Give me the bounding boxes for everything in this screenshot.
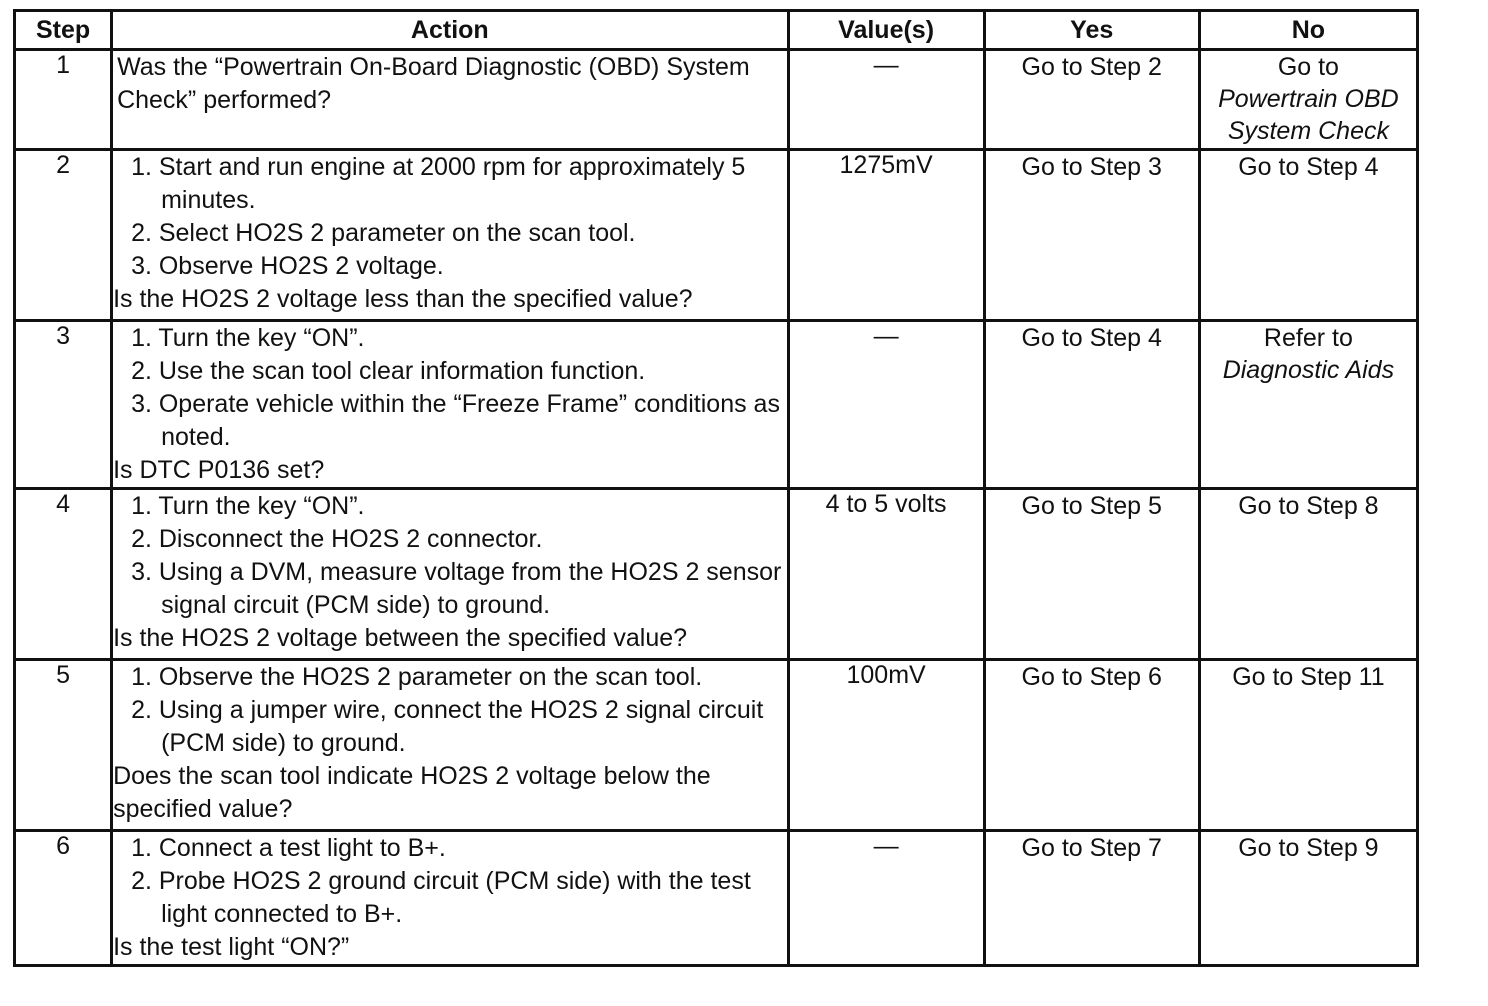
table-row [15,321,1418,489]
table-header-row [15,11,1418,50]
table-row [15,660,1418,831]
action-step: 1. Turn the key “ON”. [131,492,365,520]
step-number: 2 [15,150,112,321]
action-question: Does the scan tool indicate HO2S 2 voltage below the specified value? [113,762,711,823]
no-text: Go to [1277,53,1339,81]
action-step: 1. Turn the key “ON”. [131,324,365,352]
yes-cell: Go to Step 3 [984,150,1199,321]
action-step: 2. Probe HO2S 2 ground circuit (PCM side) with the test light connected to B+. [131,867,751,928]
table-row [15,150,1418,321]
action-steps [113,661,786,760]
action-question: Is DTC P0136 set? [113,456,325,484]
value-cell: 100mV [788,660,984,831]
step-number: 4 [15,489,112,660]
no-cell [1199,50,1417,150]
value-cell: 1275mV [788,150,984,321]
action-cell [112,660,788,831]
step-number: 5 [15,660,112,831]
no-cell: Go to Step 11 [1199,660,1417,831]
action-steps [113,490,786,622]
action-cell [112,831,788,966]
yes-cell: Go to Step 4 [984,321,1199,489]
no-cell: Go to Step 9 [1199,831,1417,966]
diagnostic-table [13,9,1419,967]
action-question: Is the test light “ON?” [113,933,350,961]
action-step: 2. Disconnect the HO2S 2 connector. [131,525,543,553]
no-text: Refer to [1263,324,1353,352]
action-step: 1. Start and run engine at 2000 rpm for approximately 5 minutes. [131,153,746,214]
yes-cell: Go to Step 5 [984,489,1199,660]
value-cell: — [788,321,984,489]
action-steps [113,151,786,283]
action-cell [112,489,788,660]
header-yes: Yes [984,11,1199,50]
value-cell: 4 to 5 volts [788,489,984,660]
step-number: 6 [15,831,112,966]
no-reference: Diagnostic Aids [1222,356,1395,384]
action-cell [112,150,788,321]
step-number: 1 [15,50,112,150]
header-values: Value(s) [788,11,984,50]
step-number: 3 [15,321,112,489]
no-cell: Go to Step 8 [1199,489,1417,660]
action-cell [112,50,788,150]
value-cell: — [788,831,984,966]
action-step: 2. Using a jumper wire, connect the HO2S 2 signal circuit (PCM side) to ground. [131,696,764,757]
action-step: 2. Use the scan tool clear information function. [131,357,646,385]
yes-cell: Go to Step 2 [984,50,1199,150]
action-steps [113,322,786,454]
action-question: Is the HO2S 2 voltage between the specified value? [113,624,688,652]
yes-cell: Go to Step 6 [984,660,1199,831]
yes-cell: Go to Step 7 [984,831,1199,966]
action-step: 3. Observe HO2S 2 voltage. [131,252,444,280]
table-row [15,50,1418,150]
action-step: 1. Connect a test light to B+. [131,834,446,862]
action-step: 2. Select HO2S 2 parameter on the scan tool. [131,219,636,247]
action-cell [112,321,788,489]
action-step: 3. Using a DVM, measure voltage from the HO2S 2 sensor signal circuit (PCM side) to ground. [131,558,782,619]
header-step: Step [15,11,112,50]
action-step: 3. Operate vehicle within the “Freeze Frame” conditions as noted. [131,390,780,451]
header-no: No [1199,11,1417,50]
value-cell: — [788,50,984,150]
no-reference: Powertrain OBD System Check [1218,85,1399,145]
action-steps [113,832,786,931]
header-action: Action [112,11,788,50]
no-cell: Go to Step 4 [1199,150,1417,321]
no-cell [1199,321,1417,489]
action-step: 1. Observe the HO2S 2 parameter on the scan tool. [131,663,703,691]
action-question: Was the “Powertrain On-Board Diagnostic (OBD) System Check” performed? [117,53,750,114]
table-row [15,489,1418,660]
table-row [15,831,1418,966]
action-question: Is the HO2S 2 voltage less than the specified value? [113,285,693,313]
